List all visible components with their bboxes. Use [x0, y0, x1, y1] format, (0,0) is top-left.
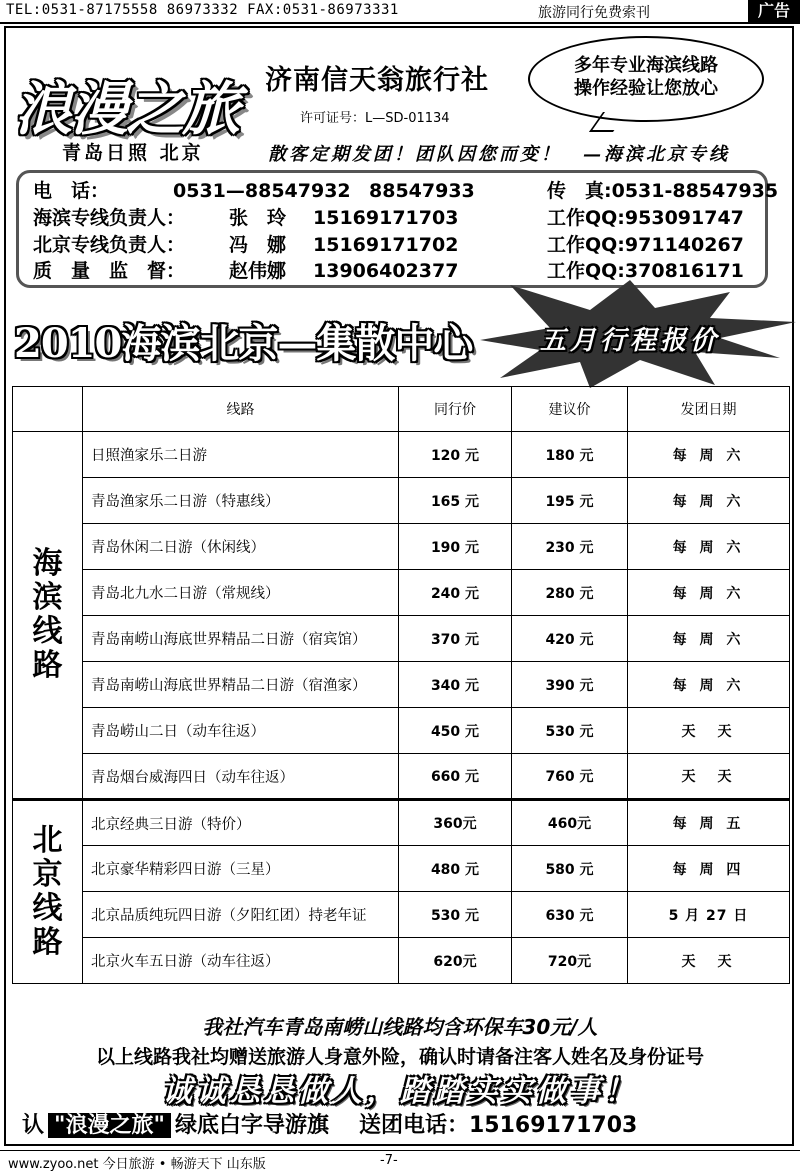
- eco-bus-note: 我社汽车青岛南崂山线路均含环保车30元/人: [202, 1015, 598, 1039]
- suggested-price: 630 元: [512, 892, 628, 938]
- route-name: 青岛渔家乐二日游（特惠线）: [83, 478, 399, 524]
- contact-name: 冯 娜: [229, 234, 287, 256]
- agency-name: 济南信天翁旅行社: [265, 65, 489, 96]
- table-row: [13, 754, 790, 800]
- departure-date: 每 周 六: [628, 478, 790, 524]
- departure-date: 每 周 六: [628, 432, 790, 478]
- price-table: [12, 386, 790, 984]
- contact-box: [16, 170, 779, 288]
- route-name: 日照渔家乐二日游: [83, 432, 399, 478]
- departure-date: 每 周 六: [628, 524, 790, 570]
- table-row: [13, 708, 790, 754]
- website-footer: www.zyoo.net 今日旅游 • 畅游天下 山东版: [8, 1157, 266, 1172]
- flag-name: "浪漫之旅": [48, 1113, 171, 1138]
- peer-price: 530 元: [399, 892, 512, 938]
- table-row: [13, 800, 790, 846]
- column-header-departure: 发团日期: [628, 387, 790, 432]
- bottom-strip: [0, 1150, 800, 1172]
- suggested-price: 280 元: [512, 570, 628, 616]
- peer-price: 480 元: [399, 846, 512, 892]
- ad-badge: 广告: [748, 0, 800, 22]
- departure-date: 每 周 六: [628, 570, 790, 616]
- peer-price: 120 元: [399, 432, 512, 478]
- table-row: [13, 432, 790, 478]
- departure-date: 天 天: [628, 708, 790, 754]
- guide-flag-row: [22, 1110, 637, 1142]
- table-row: [13, 662, 790, 708]
- phone-label: 电 话：: [33, 180, 110, 202]
- bubble-line-2: 操作经验让您放心: [574, 78, 718, 99]
- column-header-peer-price: 同行价: [399, 387, 512, 432]
- route-name: 青岛烟台威海四日（动车往返）: [83, 754, 399, 800]
- contact-mobile: 15169171703: [313, 207, 459, 229]
- table-header-row: [13, 387, 790, 432]
- suggested-price: 195 元: [512, 478, 628, 524]
- suggested-price: 530 元: [512, 708, 628, 754]
- phone-number-2: 88547933: [369, 180, 475, 202]
- group-header: [13, 387, 83, 432]
- slogan: 散客定期发团！团队因您而变！ —海滨北京专线: [268, 144, 730, 165]
- contact-qq: 工作QQ:971140267: [547, 234, 744, 256]
- contact-role: 质 量 监 督：: [33, 260, 186, 282]
- suggested-price: 180 元: [512, 432, 628, 478]
- fax-number: 传 真:0531-88547935: [547, 180, 779, 202]
- peer-price: 340 元: [399, 662, 512, 708]
- banner-subtitle: 五月行程报价: [540, 326, 721, 356]
- license-number: 许可证号：L—SD-01134: [300, 111, 450, 126]
- route-name: 青岛崂山二日（动车往返）: [83, 708, 399, 754]
- departure-date: 天 天: [628, 754, 790, 800]
- suggested-price: 580 元: [512, 846, 628, 892]
- destination-cities: 青岛日照 北京: [62, 142, 204, 164]
- departure-date: 每 周 四: [628, 846, 790, 892]
- publisher-contact: TEL:0531-87175558 86973332 FAX:0531-86973331: [6, 2, 399, 18]
- peer-price: 190 元: [399, 524, 512, 570]
- peer-price: 620元: [399, 938, 512, 984]
- insurance-note: 以上线路我社均赠送旅游人身意外险，确认时请备注客人姓名及身份证号: [95, 1046, 704, 1068]
- flag-suffix: 绿底白字导游旗: [174, 1113, 329, 1138]
- suggested-price: 720元: [512, 938, 628, 984]
- page-number: -7-: [380, 1153, 398, 1168]
- route-name: 青岛休闲二日游（休闲线）: [83, 524, 399, 570]
- motto: 诚诚恳恳做人，踏踏实实做事！: [162, 1074, 638, 1109]
- contact-qq: 工作QQ:370816171: [547, 260, 744, 282]
- contact-mobile: 15169171702: [313, 234, 459, 256]
- group-label-beijing: 北京线路: [13, 800, 83, 984]
- suggested-price: 420 元: [512, 616, 628, 662]
- route-name: 青岛南崂山海底世界精品二日游（宿宾馆）: [83, 616, 399, 662]
- contact-role: 海滨专线负责人：: [33, 207, 186, 229]
- column-header-suggested-price: 建议价: [512, 387, 628, 432]
- peer-price: 360元: [399, 800, 512, 846]
- route-name: 青岛北九水二日游（常规线）: [83, 570, 399, 616]
- route-name: 北京豪华精彩四日游（三星）: [83, 846, 399, 892]
- route-name: 北京品质纯玩四日游（夕阳红团）持老年证: [83, 892, 399, 938]
- suggested-price: 390 元: [512, 662, 628, 708]
- publication-name: 旅游同行免费索刊: [538, 5, 650, 21]
- speech-bubble: [528, 36, 764, 122]
- peer-price: 165 元: [399, 478, 512, 524]
- contact-name: 赵伟娜: [229, 260, 287, 282]
- route-name: 北京火车五日游（动车往返）: [83, 938, 399, 984]
- banner-title: 2010海滨北京—集散中心: [14, 320, 473, 367]
- peer-price: 660 元: [399, 754, 512, 800]
- brand-logo-text: 浪漫之旅: [14, 75, 239, 143]
- table-row: [13, 938, 790, 984]
- table-row: [13, 524, 790, 570]
- table-row: [13, 892, 790, 938]
- peer-price: 240 元: [399, 570, 512, 616]
- contact-qq: 工作QQ:953091747: [547, 207, 744, 229]
- flag-prefix: 认: [22, 1113, 45, 1138]
- departure-date: 每 周 六: [628, 616, 790, 662]
- delivery-phone: 送团电话：15169171703: [358, 1113, 638, 1138]
- departure-date: 天 天: [628, 938, 790, 984]
- contact-role: 北京专线负责人：: [33, 234, 186, 256]
- bubble-line-1: 多年专业海滨线路: [574, 55, 718, 76]
- departure-date: 每 周 五: [628, 800, 790, 846]
- group-label-seaside: 海滨线路: [13, 432, 83, 800]
- route-name: 北京经典三日游（特价）: [83, 800, 399, 846]
- table-row: [13, 570, 790, 616]
- phone-number-1: 0531—88547932: [173, 180, 351, 202]
- suggested-price: 460元: [512, 800, 628, 846]
- table-row: [13, 616, 790, 662]
- column-header-route: 线路: [83, 387, 399, 432]
- peer-price: 450 元: [399, 708, 512, 754]
- departure-date: 5 月 27 日: [628, 892, 790, 938]
- contact-name: 张 玲: [229, 207, 287, 229]
- table-row: [13, 846, 790, 892]
- route-name: 青岛南崂山海底世界精品二日游（宿渔家）: [83, 662, 399, 708]
- suggested-price: 760 元: [512, 754, 628, 800]
- table-row: [13, 478, 790, 524]
- peer-price: 370 元: [399, 616, 512, 662]
- top-strip: [0, 0, 800, 24]
- suggested-price: 230 元: [512, 524, 628, 570]
- contact-mobile: 13906402377: [313, 260, 459, 282]
- departure-date: 每 周 六: [628, 662, 790, 708]
